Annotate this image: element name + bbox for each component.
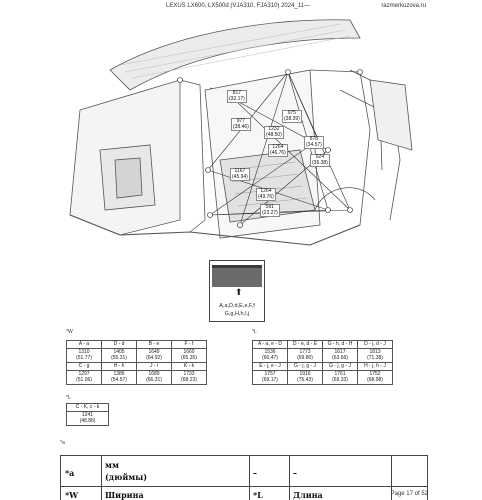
table-cell-value: 1536 (60.47) [253, 349, 288, 363]
table-cell-value: 1617 (63.66) [323, 349, 358, 363]
length-dimension-table-small [66, 403, 109, 426]
table-cell-label: C - g [67, 363, 102, 371]
table-cell-value: 1386 (54.57) [102, 371, 137, 385]
table-cell-label: G - h, d - H [323, 341, 358, 349]
measuring-point-inset [209, 260, 265, 322]
table-cell-value: 1405 (55.31) [102, 349, 137, 363]
table-cell-value: 1297 (51.06) [67, 371, 102, 385]
table-cell-value: 1773 (69.80) [288, 349, 323, 363]
table-cell-label: A - a, e - D [253, 341, 288, 349]
tape-illustration [212, 265, 262, 287]
dimension-label: 878 (34.57) [306, 136, 322, 148]
table-cell-label: D - d [102, 341, 137, 349]
table-cell-label: H - j, h - J [358, 363, 393, 371]
dimension-label: 817 (32.17) [229, 90, 245, 102]
table-cell-label: D - j, d - J [358, 341, 393, 349]
up-arrow-icon: ⬆ [235, 287, 243, 297]
inset-caption-1: A,a,D,d,E,e,F,f [219, 303, 255, 309]
width-dimension-table [66, 340, 207, 385]
dimension-label: 975 (38.39) [284, 110, 300, 122]
table-cell-value: 1752 (68.98) [358, 371, 393, 385]
table-cell-label: C - K, c - k [67, 404, 109, 412]
table-cell-value: 1916 (75.43) [288, 371, 323, 385]
section-mark-w: *W [66, 329, 73, 335]
legend-width-label: Ширина [105, 490, 144, 500]
site-name: razmerkuzova.ru [381, 3, 426, 9]
table-cell-value: 1813 (71.38) [358, 349, 393, 363]
inset-caption-2: G,g,H,h,I,j [224, 311, 250, 317]
table-cell-value: 1310 (51.77) [67, 349, 102, 363]
table-cell-label: G - j, g - J [288, 363, 323, 371]
table-cell-value: 1761 (69.33) [323, 371, 358, 385]
page-number: Page 17 of 52 [390, 491, 428, 497]
body-frame-diagram [60, 10, 438, 250]
table-cell-label: B - e [137, 341, 172, 349]
dimension-label: 924 (36.38) [312, 154, 328, 166]
table-cell-label: H - h [102, 363, 137, 371]
table-cell-label: E - j, e - J [253, 363, 288, 371]
length-dimension-table [252, 340, 393, 385]
table-cell-label: J - i [137, 363, 172, 371]
dimension-label: 591 (23.27) [262, 204, 278, 216]
table-cell-value: 1660 (65.35) [172, 349, 207, 363]
dimension-label: 1167 (45.94) [232, 168, 248, 180]
legend-table [60, 455, 428, 500]
table-cell-value: 1757 (69.17) [253, 371, 288, 385]
legend-mark-w: *W [65, 490, 79, 500]
legend-dash: – [253, 468, 257, 478]
dimension-label: 1264 (49.76) [258, 188, 274, 200]
table-cell-value: 1689 (66.31) [137, 371, 172, 385]
section-mark-l: *L [252, 329, 257, 335]
legend-unit-inches: (дюймы) [105, 472, 148, 482]
dimension-label: 1264 (46.76) [270, 144, 286, 156]
table-cell-value: 1241 (48.86) [67, 412, 109, 426]
legend-mark-a: *a [65, 468, 75, 478]
dimension-label: 1232 (48.50) [266, 126, 282, 138]
table-cell-value: 1649 (64.92) [137, 349, 172, 363]
table-cell-value: 1733 (68.23) [172, 371, 207, 385]
table-cell-label: K - k [172, 363, 207, 371]
table-cell-label: A - a [67, 341, 102, 349]
legend-unit-mm: мм [105, 460, 119, 470]
dimension-label: 977 (38.46) [233, 118, 249, 130]
legend-length-label: Длина [293, 490, 323, 500]
section-mark-l2: *L [66, 395, 71, 401]
legend-mark-l: *L [253, 490, 263, 500]
section-mark-a: *a [60, 440, 65, 446]
table-cell-label: F - f [172, 341, 207, 349]
table-cell-label: G - j, g - J [323, 363, 358, 371]
table-cell-label: D - e, d - E [288, 341, 323, 349]
document-title: LEXUS LX600, LX500d (VJA310, FJA310) 2024_11— [166, 3, 310, 9]
legend-dash: – [293, 468, 297, 478]
